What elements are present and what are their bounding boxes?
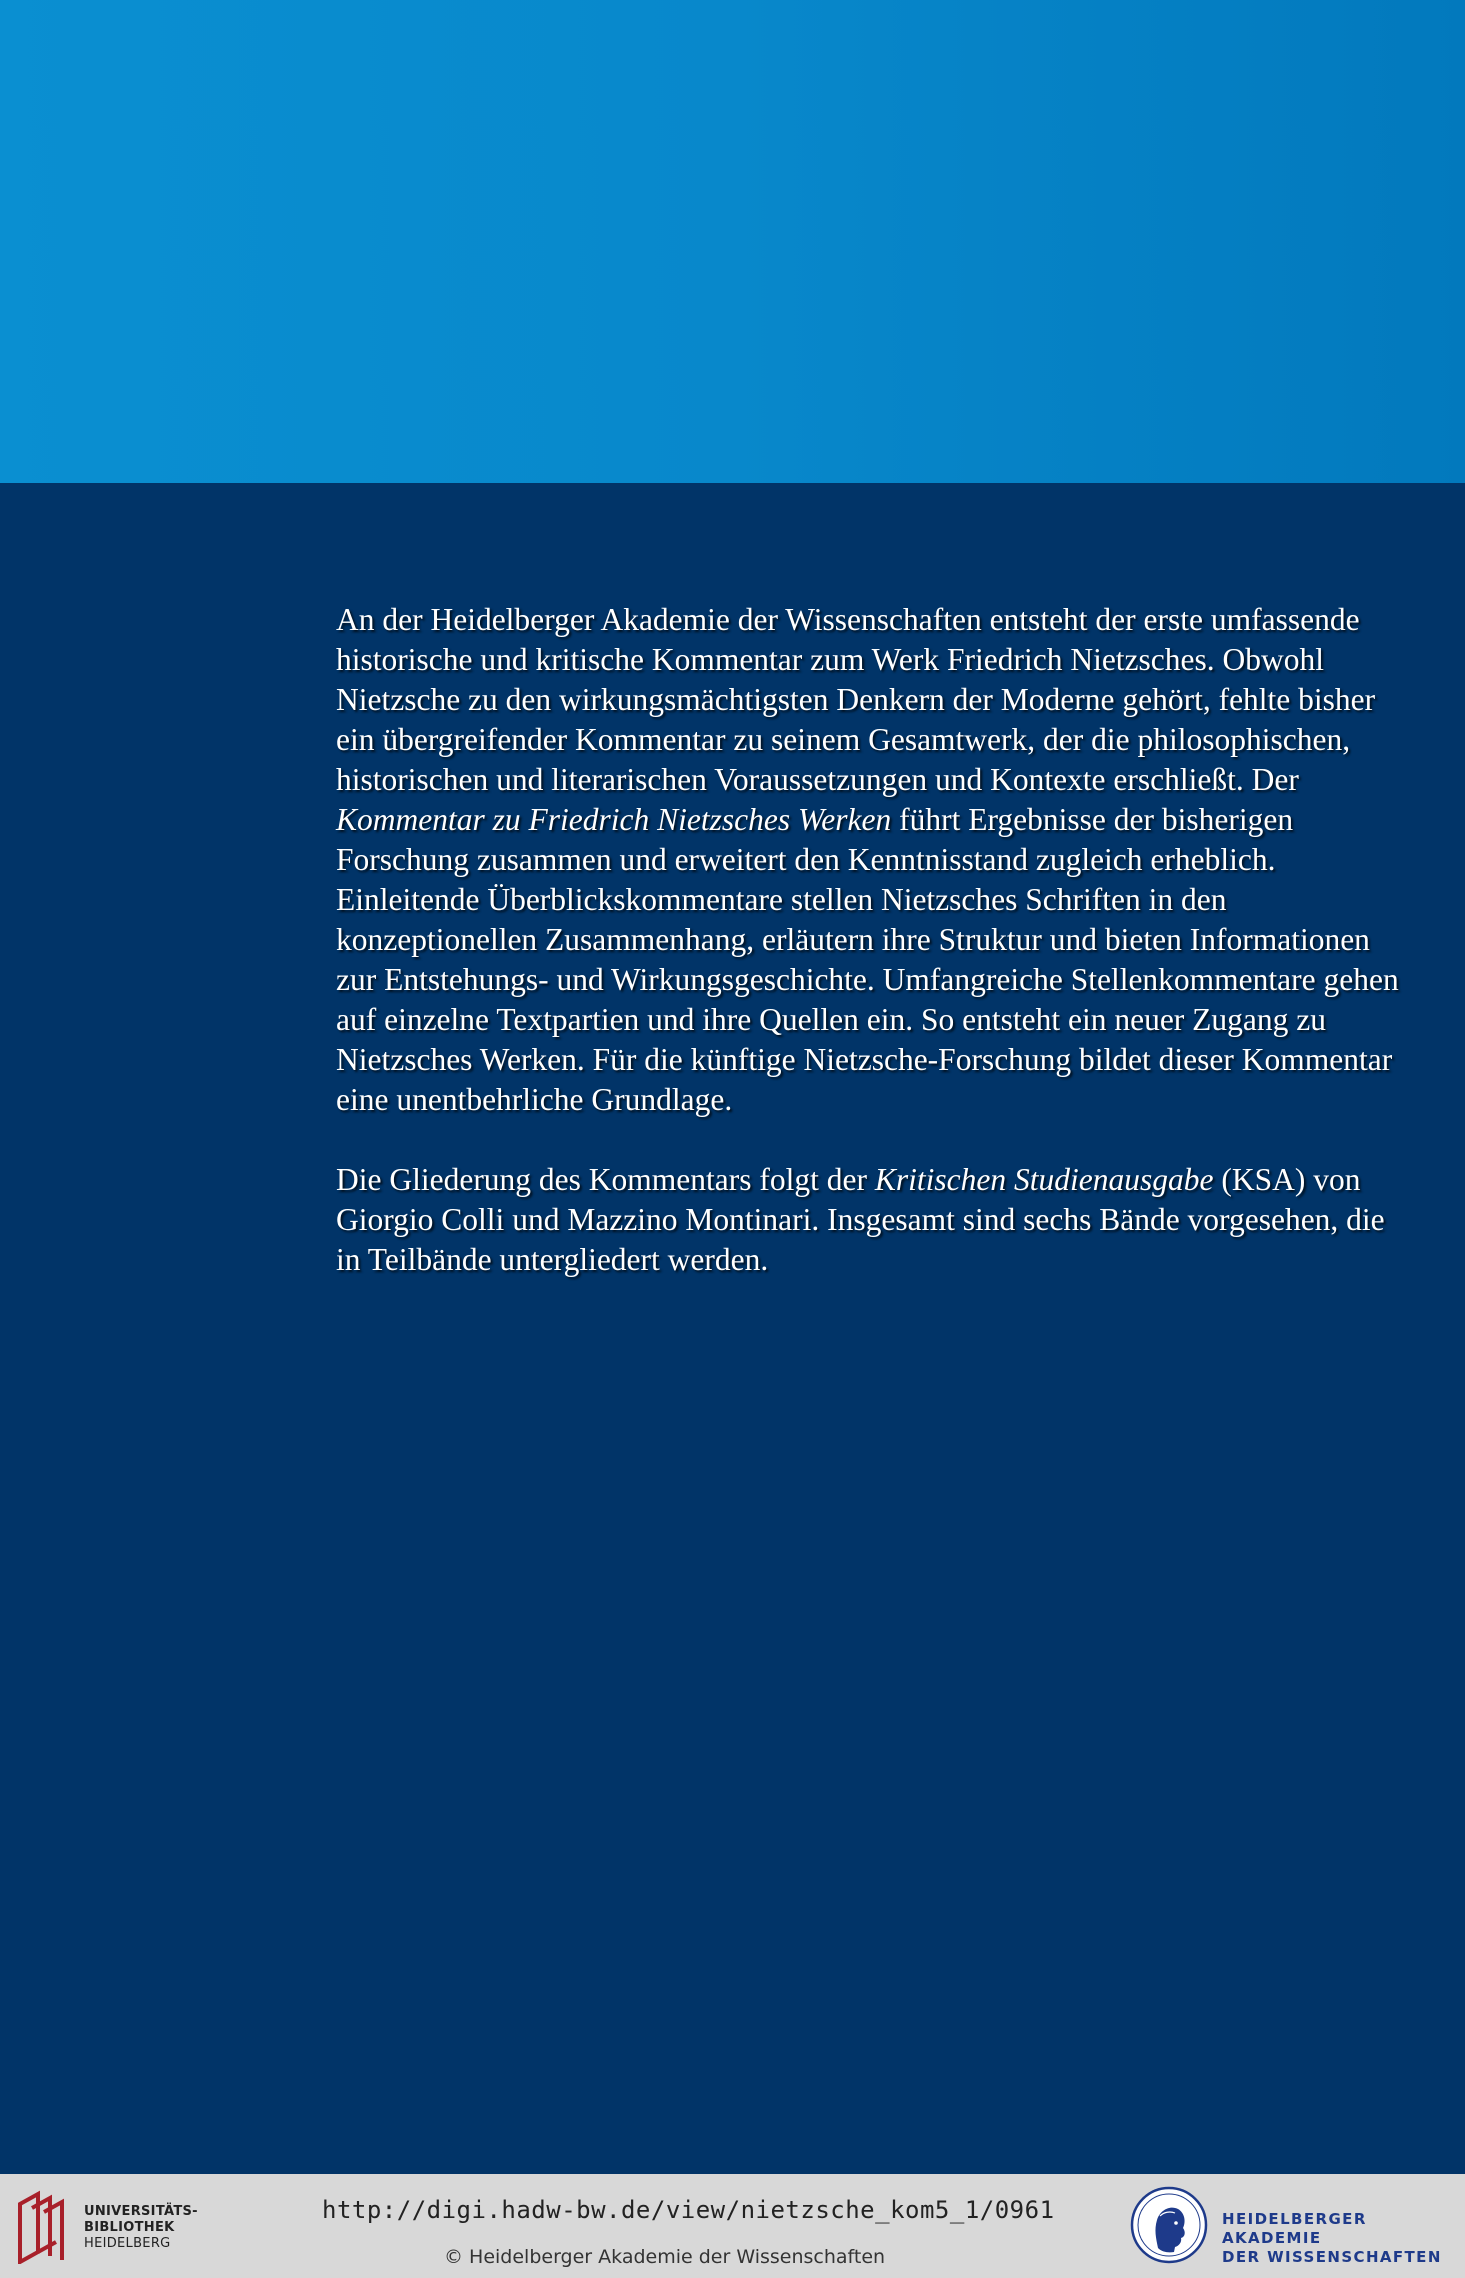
book-stack-logo-icon[interactable] xyxy=(14,2190,74,2264)
academy-name-line-1: HEIDELBERGER AKADEMIE xyxy=(1222,2210,1367,2247)
paragraph-1-text-b: führt Ergebnisse der bisherigen Forschung zusammen und erweitert den Kenntnisstand zugleich erheblich. Einleitende Überblickskommentare stellen Nietzsches Schriften in den konzeptionellen Zusammenhang, erläutern ihre Struktur und bieten Informationen zur Entstehungs- und Wirkungsgeschichte. Umfangreiche Stellenkommentare gehen auf einzelne Textpartien und ihre Quellen ein. So entsteht ein neuer Zugang zu Nietzsches Werken. Für die künftige Nietzsche-Forschung bildet dieser Kommentar eine unentbehrliche Grundlage. xyxy=(336,802,1399,1117)
paragraph-2-text-a: Die Gliederung des Kommentars folgt der xyxy=(336,1162,875,1197)
top-color-band xyxy=(0,0,1465,483)
academy-name[interactable] xyxy=(1222,2210,1465,2267)
paragraph-1-text-a: An der Heidelberger Akademie der Wissenschaften entsteht der erste umfassende historische und kritische Kommentar zum Werk Friedrich Nietzsches. Obwohl Nietzsche zu den wirkungsmächtigsten Denkern der Moderne gehört, fehlte bisher ein übergreifender Kommentar zu seinem Gesamtwerk, der die philosophischen, historischen und literarischen Voraussetzungen und Kontexte erschließt. Der xyxy=(336,602,1376,797)
library-name[interactable] xyxy=(84,2204,198,2252)
library-name-line-3: HEIDELBERG xyxy=(84,2236,171,2251)
paragraph-2-text-b: (KSA) von Giorgio Colli und Mazzino Montinari. Insgesamt sind sechs Bände vorgesehen, die in Teilbände untergliedert werden. xyxy=(336,1162,1385,1277)
permalink-url[interactable]: http://digi.hadw-bw.de/view/nietzsche_kom5_1/0961 xyxy=(322,2196,1055,2224)
copyright-notice: © Heidelberger Akademie der Wissenschaften xyxy=(444,2246,886,2268)
academy-name-line-2: DER WISSENSCHAFTEN xyxy=(1222,2248,1442,2266)
paragraph-2-edition-title: Kritischen Studienausgabe xyxy=(874,1162,1214,1197)
library-name-line-1: UNIVERSITÄTS- xyxy=(84,2204,198,2219)
academy-seal-icon[interactable] xyxy=(1130,2186,1208,2264)
paragraph-1-work-title: Kommentar zu Friedrich Nietzsches Werken xyxy=(336,802,892,837)
blurb-paragraph-1 xyxy=(336,600,1416,1120)
blurb-text xyxy=(336,600,1416,1280)
library-name-line-2: BIBLIOTHEK xyxy=(84,2220,175,2235)
footer-bar xyxy=(0,2174,1465,2278)
blurb-paragraph-2 xyxy=(336,1160,1416,1280)
